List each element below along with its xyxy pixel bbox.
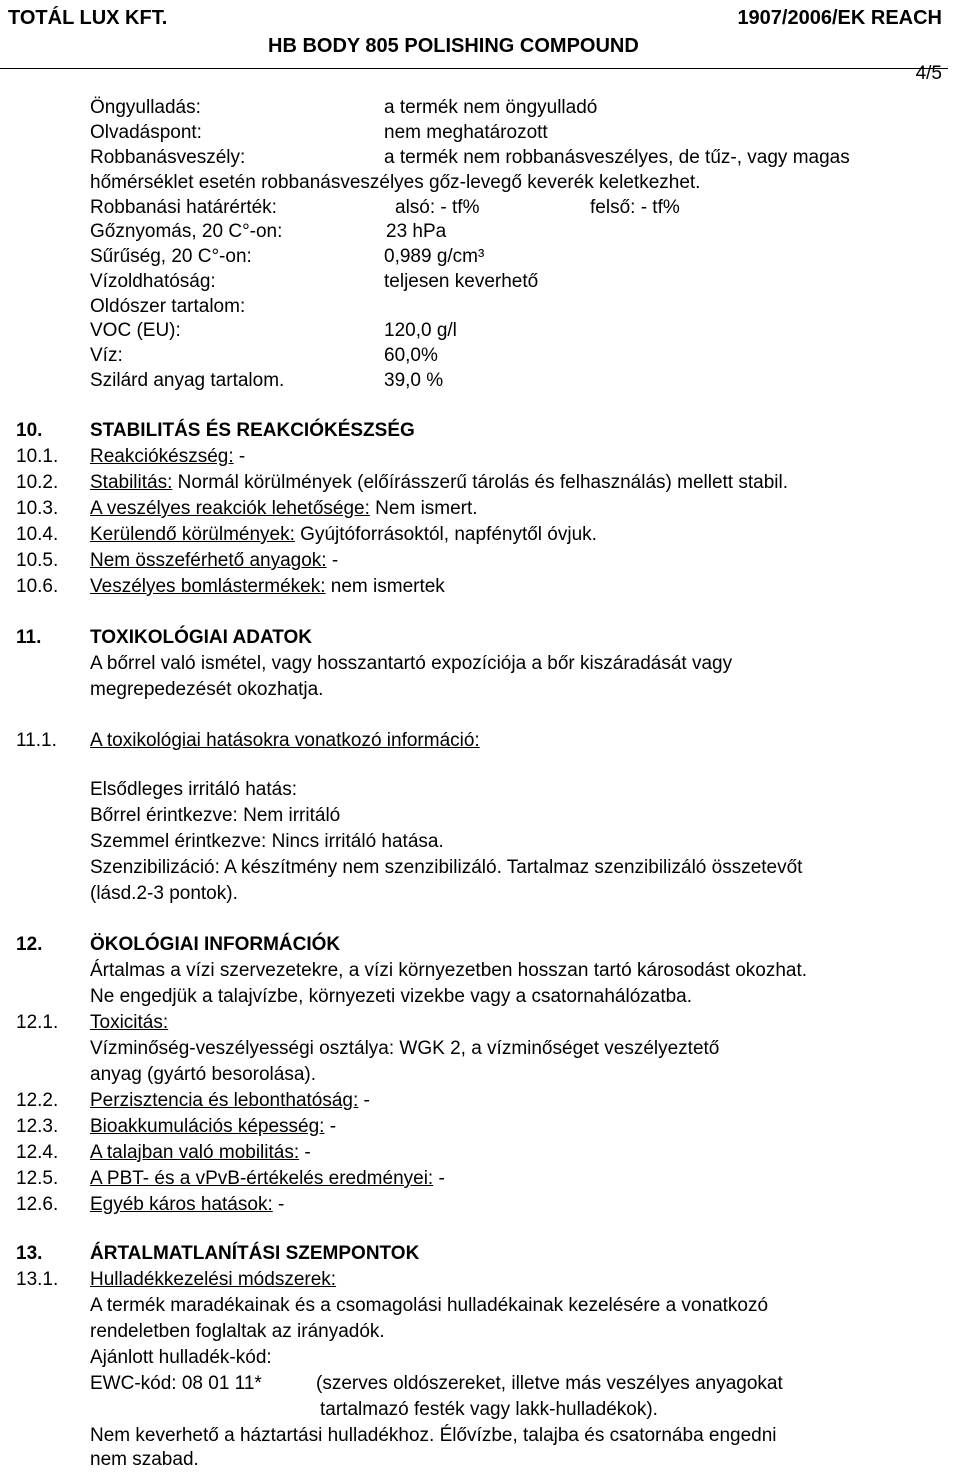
- subsection-number: 10.4.: [16, 524, 59, 545]
- section-text: Nem keverhető a háztartási hulladékhoz. Élővízbe, talajba és csatornába engedni: [90, 1425, 777, 1446]
- ewc-description: (szerves oldószereket, illetve más veszélyes anyagokat: [316, 1373, 783, 1394]
- prop-value: 120,0 g/l: [384, 320, 457, 341]
- section-title: ÁRTALMATLANÍTÁSI SZEMPONTOK: [90, 1243, 420, 1264]
- prop-value: a termék nem öngyulladó: [384, 97, 598, 118]
- subsection-number: 10.2.: [16, 472, 59, 493]
- subsection-label: A talajban való mobilitás:: [90, 1142, 300, 1163]
- subsection-text: -: [358, 1090, 370, 1111]
- section-number: 11.: [16, 627, 42, 648]
- section-title: STABILITÁS ÉS REAKCIÓKÉSZSÉG: [90, 420, 415, 441]
- prop-label: Vízoldhatóság:: [90, 271, 216, 292]
- company-name: TOTÁL LUX KFT.: [8, 7, 168, 29]
- subsection-number: 12.2.: [16, 1090, 59, 1111]
- subsection-label: Veszélyes bomlástermékek:: [90, 576, 326, 597]
- section-text: Ártalmas a vízi szervezetekre, a vízi környezetben hosszan tartó károsodást okozhat.: [90, 960, 808, 981]
- subsection-line: [90, 472, 788, 495]
- subsection-text: Gyújtóforrásoktól, napfénytől óvjuk.: [294, 524, 597, 545]
- detail-line: (lásd.2-3 pontok).: [90, 883, 238, 904]
- page-number: 4/5: [915, 63, 942, 84]
- detail-line: Elsődleges irritáló hatás:: [90, 779, 297, 800]
- product-name: HB BODY 805 POLISHING COMPOUND: [268, 35, 639, 57]
- subsection-text: -: [324, 1116, 337, 1137]
- subsection-text: nem ismertek: [325, 576, 445, 597]
- section-title: TOXIKOLÓGIAI ADATOK: [90, 627, 313, 648]
- section-number: 13.: [16, 1243, 43, 1264]
- prop-value: teljesen keverhető: [384, 271, 539, 292]
- subsection-line: [90, 446, 245, 469]
- prop-label: VOC (EU):: [90, 320, 181, 341]
- subsection-number: 11.1.: [16, 730, 57, 751]
- subsection-label: A PBT- és a vPvB-értékelés eredményei:: [90, 1168, 434, 1189]
- section-number: 10.: [16, 420, 43, 441]
- prop-label: Olvadáspont:: [90, 122, 202, 143]
- section-text: Ajánlott hulladék-kód:: [90, 1347, 272, 1368]
- prop-value: 0,989 g/cm³: [384, 246, 485, 267]
- subsection-line: [90, 1142, 311, 1165]
- prop-label: Víz:: [90, 345, 123, 366]
- prop-value: 39,0 %: [384, 370, 444, 391]
- section-text: A bőrrel való ismétel, vagy hosszantartó expozíciója a bőr kiszáradását vagy: [90, 653, 733, 674]
- subsection-label: Toxicitás:: [90, 1012, 169, 1033]
- ewc-description: tartalmazó festék vagy lakk-hulladékok).: [320, 1399, 658, 1420]
- prop-value: 23 hPa: [386, 221, 447, 242]
- subsection-text: -: [326, 550, 339, 571]
- subsection-number: 12.6.: [16, 1194, 59, 1215]
- subsection-number: 13.1.: [16, 1269, 59, 1290]
- header-rule: [0, 68, 948, 69]
- subsection-text: Normál körülmények (előírásszerű tárolás és felhasználás) mellett stabil.: [172, 472, 789, 493]
- subsection-label: Kerülendő körülmények:: [90, 524, 295, 545]
- subsection-number: 10.1.: [16, 446, 59, 467]
- subsection-text: -: [272, 1194, 285, 1215]
- subsection-line: [90, 524, 597, 547]
- prop-label: Robbanási határérték:: [90, 197, 277, 218]
- prop-label: Gőznyomás, 20 C°-on:: [90, 221, 283, 242]
- section-text: rendeletben foglaltak az irányadók.: [90, 1321, 385, 1342]
- section-title: ÖKOLÓGIAI INFORMÁCIÓK: [90, 934, 341, 955]
- subsection-label: Reakciókészség:: [90, 446, 234, 467]
- subsection-text: -: [433, 1168, 445, 1189]
- section-text: Ne engedjük a talajvízbe, környezeti vizekbe vagy a csatornahálózatba.: [90, 986, 693, 1007]
- subsection-number: 10.6.: [16, 576, 59, 597]
- prop-value-upper: felső: - tf%: [590, 197, 680, 218]
- subsection-line: [90, 576, 445, 599]
- subsection-line: [90, 498, 478, 521]
- prop-label: Sűrűség, 20 C°-on:: [90, 246, 252, 267]
- prop-continuation: hőmérséklet esetén robbanásveszélyes gőz-levegő keverék keletkezhet.: [90, 172, 701, 193]
- subsection-label: A veszélyes reakciók lehetősége:: [90, 498, 370, 519]
- section-text: nem szabad.: [90, 1449, 199, 1470]
- prop-value: 60,0%: [384, 345, 438, 366]
- section-text: megrepedezését okozhatja.: [90, 679, 324, 700]
- detail-line: Szemmel érintkezve: Nincs irritáló hatása.: [90, 831, 444, 852]
- subsection-number: 12.5.: [16, 1168, 59, 1189]
- subsection-line: [90, 1168, 445, 1191]
- subsection-label: Nem összeférhető anyagok:: [90, 550, 327, 571]
- ewc-code: EWC-kód: 08 01 11*: [90, 1373, 262, 1394]
- section-number: 12.: [16, 934, 43, 955]
- subsection-line: [90, 1194, 284, 1217]
- subsection-label: Bioakkumulációs képesség:: [90, 1116, 325, 1137]
- subsection-text: Nem ismert.: [369, 498, 478, 519]
- prop-label: Oldószer tartalom:: [90, 296, 246, 317]
- subsection-text: anyag (gyártó besorolása).: [90, 1064, 317, 1085]
- subsection-text: Vízminőség-veszélyességi osztálya: WGK 2, a vízminőséget veszélyeztető: [90, 1038, 720, 1059]
- prop-value: nem meghatározott: [384, 122, 548, 143]
- subsection-label: A toxikológiai hatásokra vonatkozó információ:: [90, 730, 480, 751]
- prop-label: Öngyulladás:: [90, 97, 201, 118]
- subsection-label: Perzisztencia és lebonthatóság:: [90, 1090, 359, 1111]
- subsection-number: 10.3.: [16, 498, 59, 519]
- detail-line: Szenzibilizáció: A készítmény nem szenzibilizáló. Tartalmaz szenzibilizáló összetevőt: [90, 857, 803, 878]
- subsection-text: -: [233, 446, 246, 467]
- subsection-number: 10.5.: [16, 550, 59, 571]
- subsection-number: 12.4.: [16, 1142, 59, 1163]
- subsection-label: Egyéb káros hatások:: [90, 1194, 273, 1215]
- subsection-number: 12.3.: [16, 1116, 59, 1137]
- subsection-line: [90, 550, 338, 573]
- subsection-line: [90, 1116, 336, 1139]
- regulation-ref: 1907/2006/EK REACH: [737, 7, 942, 29]
- subsection-text: -: [299, 1142, 311, 1163]
- subsection-label: Hulladékkezelési módszerek:: [90, 1269, 337, 1290]
- section-text: A termék maradékainak és a csomagolási hulladékainak kezelésére a vonatkozó: [90, 1295, 769, 1316]
- prop-label: Robbanásveszély:: [90, 147, 246, 168]
- prop-value-lower: alsó: - tf%: [395, 197, 480, 218]
- prop-value: a termék nem robbanásveszélyes, de tűz-, vagy magas: [384, 147, 850, 168]
- subsection-number: 12.1.: [16, 1012, 59, 1033]
- prop-label: Szilárd anyag tartalom.: [90, 370, 285, 391]
- detail-line: Bőrrel érintkezve: Nem irritáló: [90, 805, 341, 826]
- subsection-line: [90, 1090, 370, 1113]
- subsection-label: Stabilitás:: [90, 472, 173, 493]
